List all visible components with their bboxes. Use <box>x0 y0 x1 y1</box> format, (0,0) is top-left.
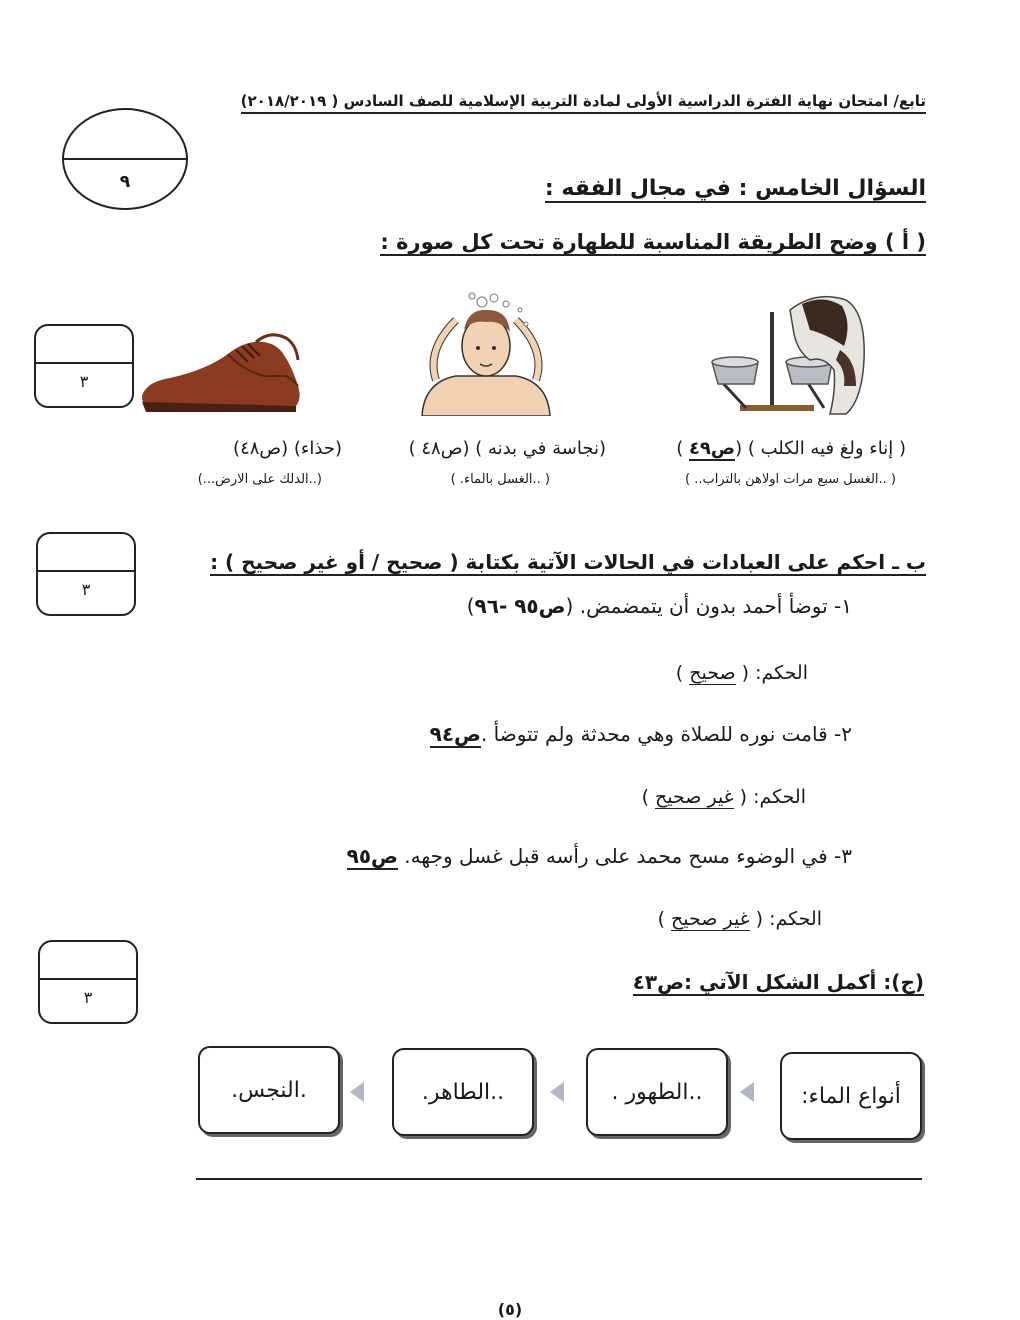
part-a-title: ( أ ) وضح الطريقة المناسبة للطهارة تحت كل صورة : <box>380 230 926 254</box>
washing-man-illustration <box>416 290 556 416</box>
score-divider <box>40 978 136 980</box>
part-b-item-1-text: ١- توضأ أحمد بدون أن يتمضمض. ( <box>565 594 852 618</box>
part-b-ruling-2-value: غير صحيح <box>655 786 734 808</box>
water-types-box: أنواع الماء: <box>780 1052 922 1140</box>
box-tahur: ..الطهور . <box>586 1048 728 1136</box>
part-b-ruling-3: الحكم: ( غير صحيح ) <box>657 908 822 930</box>
section-score-oval <box>62 108 188 210</box>
score-divider <box>36 362 132 364</box>
answer-shoe: (..الدلك على الارض...) <box>197 472 322 487</box>
question-5-heading <box>545 176 926 201</box>
page-number: (٥) <box>497 1300 523 1319</box>
dog-drinking-illustration <box>706 290 868 420</box>
part-b-item-3 <box>347 844 852 868</box>
box-tahir: ..الطاهر. <box>392 1048 534 1136</box>
caption-dog-vessel-text: ( إناء ولغ فيه الكلب ) ( <box>735 438 906 459</box>
part-b-title: ب ـ احكم على العبادات في الحالات الآتية بكتابة ( صحيح / أو غير صحيح ) : <box>210 550 926 574</box>
part-c-score-box <box>38 940 138 1024</box>
ruling-label: الحكم: <box>769 908 822 930</box>
part-b-item-1-close: ) <box>466 594 475 618</box>
part-b-ruling-3-value: غير صحيح <box>671 908 750 930</box>
part-b-item-3-text: ٣- في الوضوء مسح محمد على رأسه قبل غسل وجهه. <box>397 844 852 868</box>
ruling-label: الحكم: <box>755 662 808 684</box>
part-b-ruling-2: الحكم: ( غير صحيح ) <box>641 786 806 808</box>
exam-header: تابع/ امتحان نهاية الفترة الدراسية الأولى لمادة التربية الإسلامية للصف السادس ( ٢٠١٨/٢٠١٩) <box>241 92 926 114</box>
ruling-label: الحكم: <box>753 786 806 808</box>
question-5-label: السؤال الخامس : <box>730 176 926 201</box>
arrow-left-icon <box>740 1082 754 1102</box>
oval-divider <box>64 158 186 160</box>
part-b-score-box <box>36 532 136 616</box>
part-a-score-box <box>34 324 134 408</box>
caption-body-impurity: (نجاسة في بدنه ) (ص٤٨ ) <box>408 438 606 459</box>
part-b-item-2-text: ٢- قامت نوره للصلاة وهي محدثة ولم تتوضأ . <box>480 722 852 746</box>
section-score: ٩ <box>119 172 131 192</box>
caption-dog-vessel-page-ref: ص٤٩ <box>688 438 736 459</box>
bottom-rule <box>196 1178 922 1180</box>
part-b-ruling-1-value: صحيح <box>689 662 736 684</box>
arrow-left-icon <box>350 1082 364 1102</box>
answer-dog-vessel: ( ..الغسل سبع مرات اولاهن بالتراب.. ) <box>684 472 896 487</box>
caption-shoe: (حذاء) (ص٤٨) <box>233 438 342 459</box>
shoe-illustration <box>136 330 306 416</box>
arrow-left-icon <box>550 1082 564 1102</box>
part-c-title: (ج): أكمل الشكل الآتي :ص٤٣ <box>632 970 924 994</box>
part-b-ruling-1: الحكم: ( صحيح ) <box>675 662 808 684</box>
box-najis: .النجس. <box>198 1046 340 1134</box>
question-5-field: في مجال الفقه : <box>544 176 731 201</box>
score-divider <box>38 570 134 572</box>
part-c-score: ٣ <box>83 988 93 1007</box>
part-b-item-2-page-ref: ص٩٤ <box>429 722 481 746</box>
caption-dog-vessel-close: ) <box>676 438 689 459</box>
part-b-item-2 <box>430 722 852 746</box>
part-b-item-1 <box>467 594 852 618</box>
part-a-score: ٣ <box>79 372 89 391</box>
part-b-item-1-page-ref: ص٩٥ -٩٦ <box>474 594 566 618</box>
caption-dog-vessel <box>676 438 906 459</box>
part-b-score: ٣ <box>81 580 91 599</box>
answer-body-impurity: ( ..الغسل بالماء. ) <box>450 472 550 487</box>
part-b-item-3-page-ref: ص٩٥ <box>346 844 398 868</box>
